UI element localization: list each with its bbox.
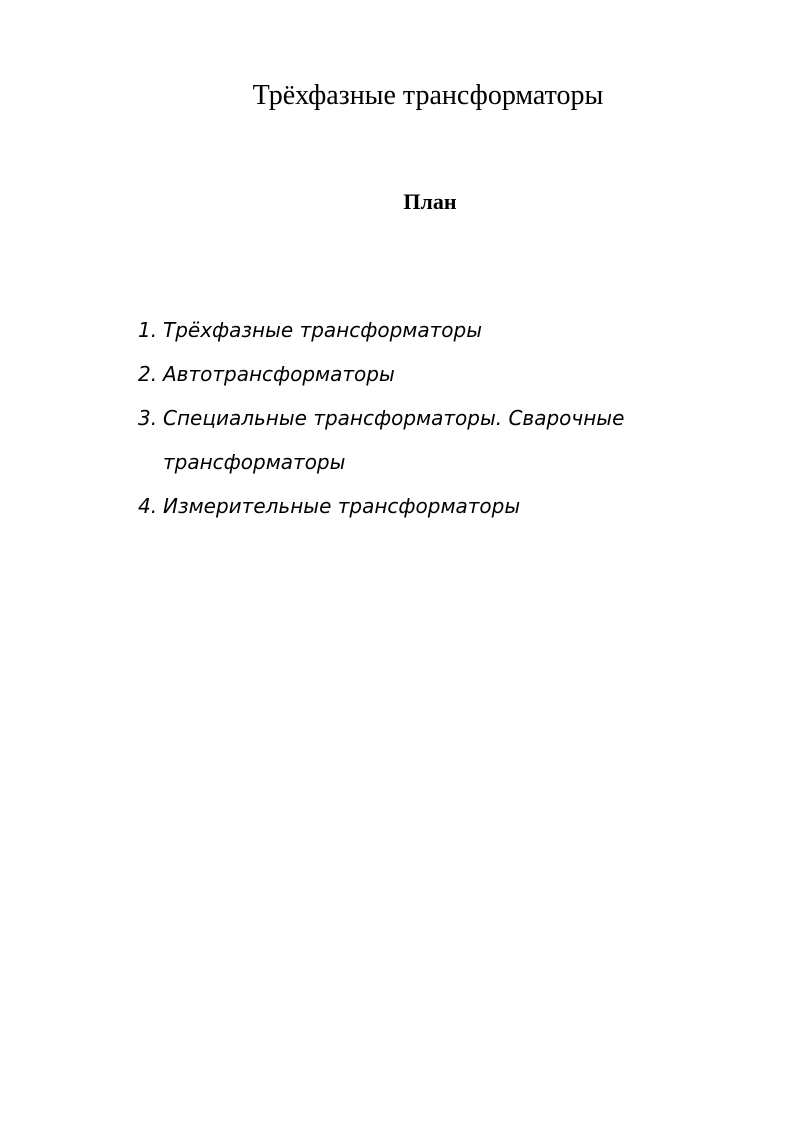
plan-item-text: Специальные трансформаторы. Сварочные трансформаторы — [163, 406, 625, 474]
plan-item-text: Трёхфазные трансформаторы — [163, 318, 482, 342]
plan-item-1 — [138, 308, 658, 352]
plan-item-text: Автотрансформаторы — [163, 362, 395, 386]
plan-heading: План — [403, 189, 457, 214]
plan-item-number: 1. — [138, 318, 158, 342]
document-title: Трёхфазные трансформаторы — [252, 80, 604, 111]
plan-item-number: 3. — [138, 406, 158, 430]
plan-item-3 — [138, 396, 658, 484]
plan-list — [138, 308, 658, 528]
plan-item-4 — [138, 484, 658, 528]
plan-item-number: 2. — [138, 362, 158, 386]
plan-item-2 — [138, 352, 658, 396]
plan-item-text: Измерительные трансформаторы — [163, 494, 521, 518]
plan-item-number: 4. — [138, 494, 158, 518]
